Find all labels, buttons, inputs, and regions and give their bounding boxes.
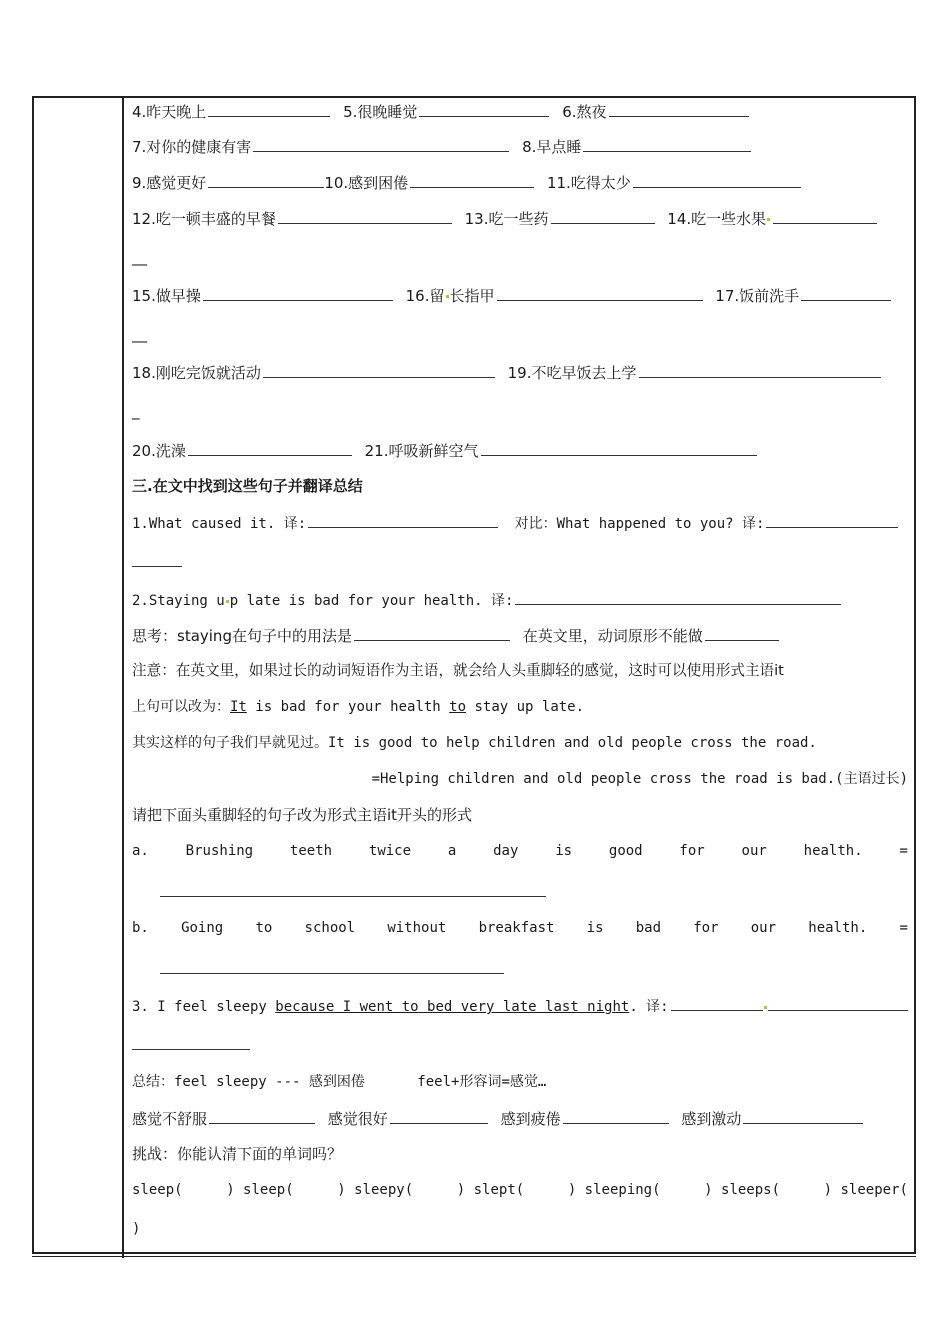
word-token: ) sleepy( — [337, 1182, 414, 1198]
answer-blank[interactable] — [671, 996, 763, 1011]
answer-blank[interactable] — [773, 209, 877, 224]
phrase-label: 13.吃一些药 — [464, 210, 549, 228]
answer-blank[interactable] — [203, 286, 393, 301]
phrase-label: 11.吃得太少 — [546, 174, 631, 192]
answer-blank[interactable] — [768, 996, 908, 1011]
word-forms-row — [132, 1181, 908, 1199]
answer-blank[interactable] — [209, 1109, 315, 1124]
phrase-row-6 — [132, 363, 908, 382]
wrap-dash: _ — [132, 402, 140, 420]
word-token: our — [750, 920, 777, 936]
wrap-blank-row — [132, 1035, 908, 1054]
column-divider — [122, 96, 124, 1258]
exercise-a — [132, 842, 908, 860]
sentence-text: 上句可以改为： — [132, 699, 230, 715]
word-token: ) sleep( — [226, 1182, 294, 1198]
word-token: sleep( — [132, 1182, 183, 1198]
phrase-label: 4.昨天晚上 — [132, 103, 207, 121]
wrap-blank-row — [132, 552, 908, 571]
sentence-text: stay up late. — [474, 699, 585, 715]
word-token: without — [387, 920, 447, 936]
rewrite-row — [132, 698, 908, 716]
phrase-label: 感觉不舒服 — [132, 1110, 208, 1128]
feel-row — [132, 1109, 908, 1128]
answer-blank[interactable] — [419, 102, 549, 117]
answer-blank[interactable] — [743, 1109, 863, 1124]
word-token: b. — [132, 920, 149, 936]
answer-blank[interactable] — [308, 513, 498, 528]
word-token: is — [555, 843, 573, 859]
phrase-label: 19.不吃早饭去上学 — [507, 364, 637, 382]
sentence-text: 对比：What happened to you? 译: — [514, 516, 765, 532]
phrase-label: 长指甲 — [449, 287, 495, 305]
sentence-text: 1.What caused it. 译: — [132, 516, 307, 532]
word-token: a — [447, 843, 457, 859]
word-token: ) sleeps( — [704, 1182, 781, 1198]
phrase-label: 感觉很好 — [327, 1110, 388, 1128]
phrase-label: 14.吃一些水果 — [667, 210, 767, 228]
phrase-label: 20.洗澡 — [132, 442, 186, 460]
answer-blank[interactable] — [160, 959, 504, 974]
instruction-text: 请把下面头重脚轻的句子改为形式主语it开头的形式 — [132, 806, 473, 824]
word-token: good — [608, 843, 643, 859]
phrase-label: 18.刚吃完饭就活动 — [132, 364, 261, 382]
sentence-text: p late is bad for your health. 译: — [229, 593, 514, 609]
underlined-to: to — [449, 699, 467, 715]
phrase-row-5 — [132, 286, 908, 305]
word-token: twice — [368, 843, 412, 859]
word-token: ) sleeper( — [823, 1182, 908, 1198]
phrase-row-1 — [132, 102, 908, 121]
answer-blank[interactable] — [563, 1109, 669, 1124]
ink-dot — [446, 295, 449, 298]
answer-blank[interactable] — [160, 882, 546, 897]
answer-blank[interactable] — [208, 173, 324, 188]
underlined-clause: because I went to bed very late last night — [275, 999, 630, 1015]
word-token: to — [255, 920, 273, 936]
phrase-label: 16.留 — [405, 287, 445, 305]
phrase-label: 感到激动 — [681, 1110, 742, 1128]
word-token: breakfast — [478, 920, 555, 936]
phrase-label: 9.感觉更好 — [132, 174, 207, 192]
phrase-label: 15.做早操 — [132, 287, 201, 305]
word-token: our — [741, 843, 767, 859]
ink-dot — [226, 600, 229, 603]
phrase-row-3 — [132, 173, 908, 192]
word-token: day — [493, 843, 519, 859]
word-token: for — [679, 843, 705, 859]
phrase-label: 8.早点睡 — [522, 138, 582, 156]
summary-row — [132, 1073, 908, 1091]
word-token: ) slept( — [456, 1182, 525, 1198]
word-token: health. — [808, 920, 868, 936]
answer-blank[interactable] — [132, 1035, 250, 1050]
example-sentence-alt: =Helping children and old people cross the road is bad.(主语过长) — [371, 771, 908, 787]
answer-blank[interactable] — [132, 552, 182, 567]
word-token: = — [899, 843, 908, 859]
word-token: for — [693, 920, 719, 936]
answer-blank[interactable] — [639, 363, 881, 378]
sentence-text: 2.Staying u — [132, 593, 225, 609]
answer-blank[interactable] — [410, 173, 534, 188]
phrase-label: 17.饭前洗手 — [715, 287, 800, 305]
answer-blank[interactable] — [609, 102, 749, 117]
closing-paren: ) — [132, 1221, 141, 1237]
word-token: teeth — [289, 843, 333, 859]
exercise-b-answer — [132, 959, 908, 978]
answer-blank[interactable] — [253, 137, 509, 152]
sentence-text: is bad for your health — [255, 699, 441, 715]
phrase-row-4 — [132, 209, 908, 228]
answer-blank[interactable] — [208, 102, 330, 117]
answer-blank[interactable] — [390, 1109, 488, 1124]
phrase-row-2 — [132, 137, 908, 156]
word-token: bad — [635, 920, 662, 936]
word-token: Brushing — [185, 843, 254, 859]
think-row — [132, 626, 908, 645]
answer-blank[interactable] — [354, 626, 510, 641]
answer-blank[interactable] — [515, 590, 841, 605]
answer-blank[interactable] — [263, 363, 495, 378]
answer-blank[interactable] — [551, 209, 655, 224]
note-text: 注意：在英文里，如果过长的动词短语作为主语，就会给人头重脚轻的感觉，这时可以使用形式主语it — [132, 662, 784, 679]
phrase-label: 10.感到困倦 — [324, 174, 409, 192]
word-token: Going — [181, 920, 224, 936]
example-sentence: 其实这样的句子我们早就见过。It is good to help children and old people cross the road. — [132, 735, 817, 751]
answer-blank[interactable] — [278, 209, 452, 224]
phrase-label: 5.很晚睡觉 — [343, 103, 418, 121]
phrase-label: 6.熬夜 — [562, 103, 607, 121]
word-token: school — [304, 920, 356, 936]
answer-blank[interactable] — [497, 286, 703, 301]
section-heading: 三.在文中找到这些句子并翻译总结 — [132, 477, 363, 495]
sentence-text: 思考：staying在句子中的用法是 — [132, 627, 352, 645]
sentence-2 — [132, 590, 908, 610]
answer-blank[interactable] — [801, 286, 891, 301]
exercise-a-answer — [132, 882, 908, 901]
sentence-1 — [132, 513, 908, 533]
answer-blank[interactable] — [188, 441, 352, 456]
word-token: ) sleeping( — [567, 1182, 661, 1198]
wrap-dash: __ — [132, 248, 147, 266]
exercise-b — [132, 919, 908, 937]
answer-blank[interactable] — [705, 626, 779, 641]
word-token: a. — [132, 843, 149, 859]
phrase-label: 21.呼吸新鲜空气 — [364, 442, 479, 460]
answer-blank[interactable] — [481, 441, 757, 456]
word-token: = — [899, 920, 908, 936]
underlined-it: It — [230, 699, 247, 715]
sentence-text: 3. I feel sleepy — [132, 999, 267, 1015]
ink-dot — [764, 1006, 767, 1009]
challenge-text: 挑战：你能认清下面的单词吗？ — [132, 1145, 343, 1163]
word-token: is — [586, 920, 604, 936]
phrase-label: 12.吃一顿丰盛的早餐 — [132, 210, 276, 228]
phrase-label: 7.对你的健康有害 — [132, 138, 252, 156]
answer-blank[interactable] — [583, 137, 751, 152]
summary-text: feel+形容词=感觉… — [417, 1074, 547, 1090]
sentence-text: . 译: — [629, 999, 669, 1015]
phrase-row-7 — [132, 441, 908, 460]
sentence-3 — [132, 996, 908, 1016]
sentence-text: 在英文里，动词原形不能做 — [522, 627, 703, 645]
wrap-dash: __ — [132, 325, 147, 343]
word-token: health. — [803, 843, 863, 859]
answer-blank[interactable] — [633, 173, 801, 188]
answer-blank[interactable] — [766, 513, 898, 528]
ink-dot — [767, 218, 770, 221]
summary-text: 总结：feel sleepy --- 感到困倦 — [132, 1074, 365, 1090]
phrase-label: 感到疲倦 — [500, 1110, 561, 1128]
